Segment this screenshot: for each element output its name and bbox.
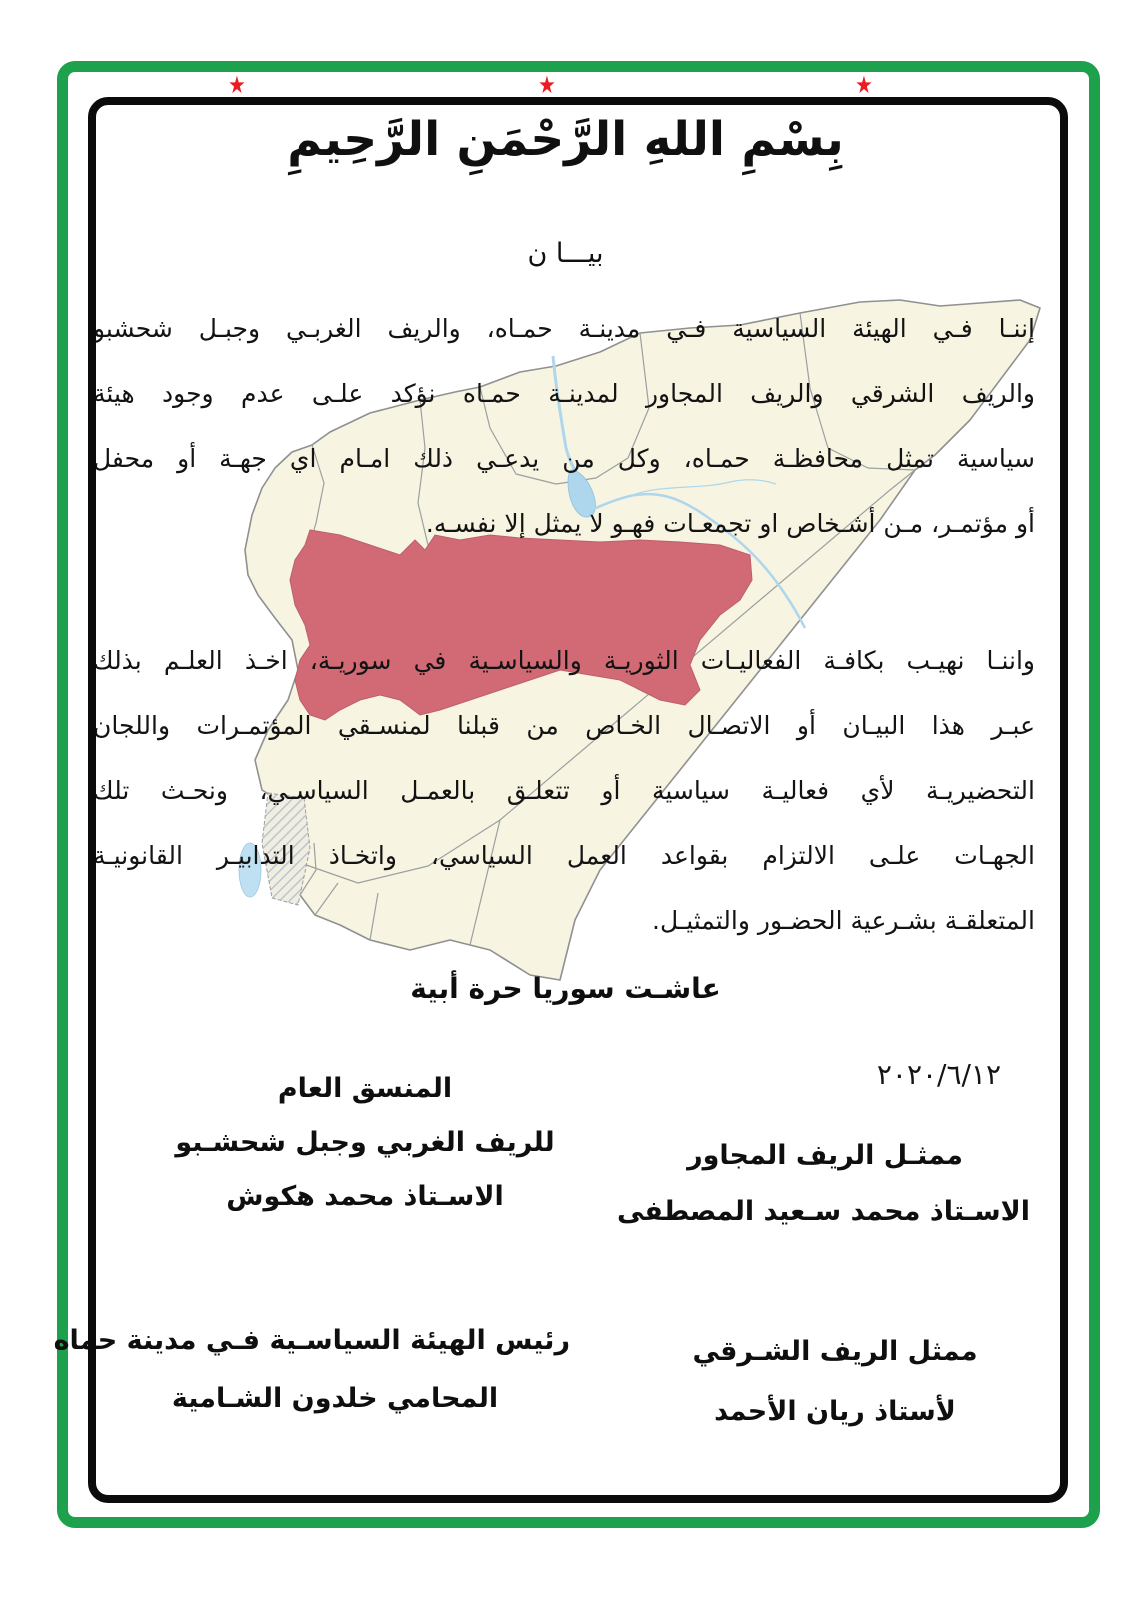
paragraph-line: واننـا نهيـب بكافـة الفعاليـات الثوريـة والسياسـية في سوريـة، اخـذ العلـم بذلك	[93, 646, 1035, 675]
signature-name: لأستاذ ريان الأحمد	[714, 1396, 956, 1427]
inner-black-frame	[53, 97, 1068, 1503]
red-star-icon: ★	[855, 71, 873, 99]
slogan-line: عاشـت سوريا حرة أبية	[410, 972, 721, 1005]
signature-name: الاسـتاذ محمد سـعيد المصطفى	[616, 1196, 1030, 1227]
statement-date: ٢٠٢٠/٦/١٢	[876, 1058, 1001, 1091]
signature-title: ممثـل الريف المجاور	[687, 1140, 963, 1171]
paragraph-line: إننـا فـي الهيئة السياسية فـي مدينـة حمـاه، والريف الغربـي وجبـل شحشبو	[93, 314, 1035, 343]
signature-name: المحامي خلدون الشـامية	[171, 1383, 499, 1414]
paragraph-line: سياسية تمثل محافظـة حمـاه، وكل من يدعـي ذلك امـام اي جهـة أو محفل	[93, 444, 1035, 473]
red-star-icon: ★	[538, 71, 556, 99]
signature-title: رئيس الهيئة السياسـية فـي مدينة حماه	[53, 1325, 570, 1356]
signature-subtitle: للريف الغربي وجبل شحشـبو	[175, 1127, 555, 1158]
paragraph-line: المتعلقـة بشـرعية الحضـور والتمثيـل.	[652, 906, 1035, 935]
paragraph-line: عبـر هذا البيـان أو الاتصـال الخـاص من قبلنا لمنسـقي المؤتمـرات واللجان	[93, 711, 1035, 740]
signature-name: الاسـتاذ محمد هكوش	[226, 1181, 504, 1212]
red-star-icon: ★	[228, 71, 246, 99]
signature-title: المنسق العام	[277, 1073, 453, 1104]
basmala-calligraphy: بِسْمِ اللهِ الرَّحْمَنِ الرَّحِيمِ	[287, 112, 844, 167]
statement-title: بيـــا ن	[527, 238, 604, 269]
paragraph-line: والريف الشرقي والريف المجاور لمدينـة حمـاه نؤكد علـى عدم وجود هيئة	[93, 379, 1035, 408]
paragraph-line: أو مؤتمـر، مـن أشـخاص او تجمعـات فهـو لا يمثل إلا نفسـه.	[425, 509, 1035, 538]
paragraph-line: التحضيريـة لأي فعاليـة سياسية أو تتعلـق بالعمـل السياسـي، ونحـث تلك	[93, 776, 1035, 805]
paragraph-line: الجهـات علـى الالتزام بقواعد العمل السياسي، واتخـاذ التدابيـر القانونيـة	[93, 841, 1035, 870]
signature-title: ممثل الريف الشـرقي	[692, 1336, 978, 1367]
